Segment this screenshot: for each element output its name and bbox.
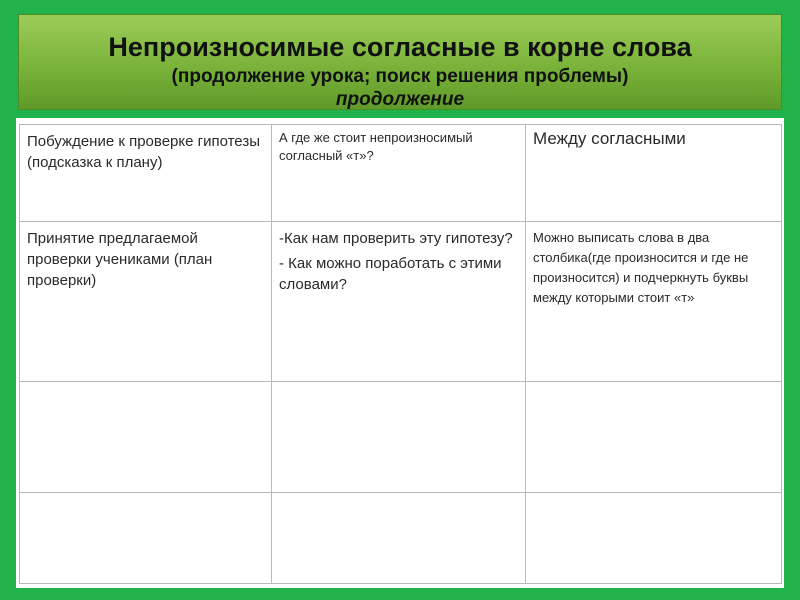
lesson-table	[19, 124, 782, 584]
table-cell-teacher	[272, 493, 526, 584]
table-row	[20, 382, 782, 493]
table-cell-students: Можно выписать слова в два столбика(где произносится и где не произносится) и подчеркнуть буквы между которыми стоит «т»	[526, 222, 782, 382]
table-cell-stage	[20, 382, 272, 493]
table-cell-students: Между согласными	[526, 125, 782, 222]
slide-subtitle: (продолжение урока; поиск решения проблемы)	[171, 66, 629, 87]
table-cell-teacher: А где же стоит непроизносимый согласный «т»?	[272, 125, 526, 222]
table-cell-stage: Принятие предлагаемой проверки учениками (план проверки)	[20, 222, 272, 382]
teacher-question: - Как можно поработать с этими словами?	[279, 255, 502, 293]
lesson-table-panel	[16, 118, 784, 588]
table-cell-stage	[20, 493, 272, 584]
table-row	[20, 493, 782, 584]
slide-header	[18, 14, 782, 110]
table-row	[20, 125, 782, 222]
table-cell-teacher	[272, 382, 526, 493]
slide-subtitle-continuation: продолжение	[335, 89, 465, 110]
table-cell-teacher	[272, 222, 526, 382]
table-cell-stage: Побуждение к проверке гипотезы (подсказка к плану)	[20, 125, 272, 222]
table-cell-students	[526, 493, 782, 584]
table-cell-students	[526, 382, 782, 493]
teacher-question: -Как нам проверить эту гипотезу?	[279, 230, 513, 247]
table-row	[20, 222, 782, 382]
slide-title: Непроизносимые согласные в корне слова	[108, 32, 692, 62]
